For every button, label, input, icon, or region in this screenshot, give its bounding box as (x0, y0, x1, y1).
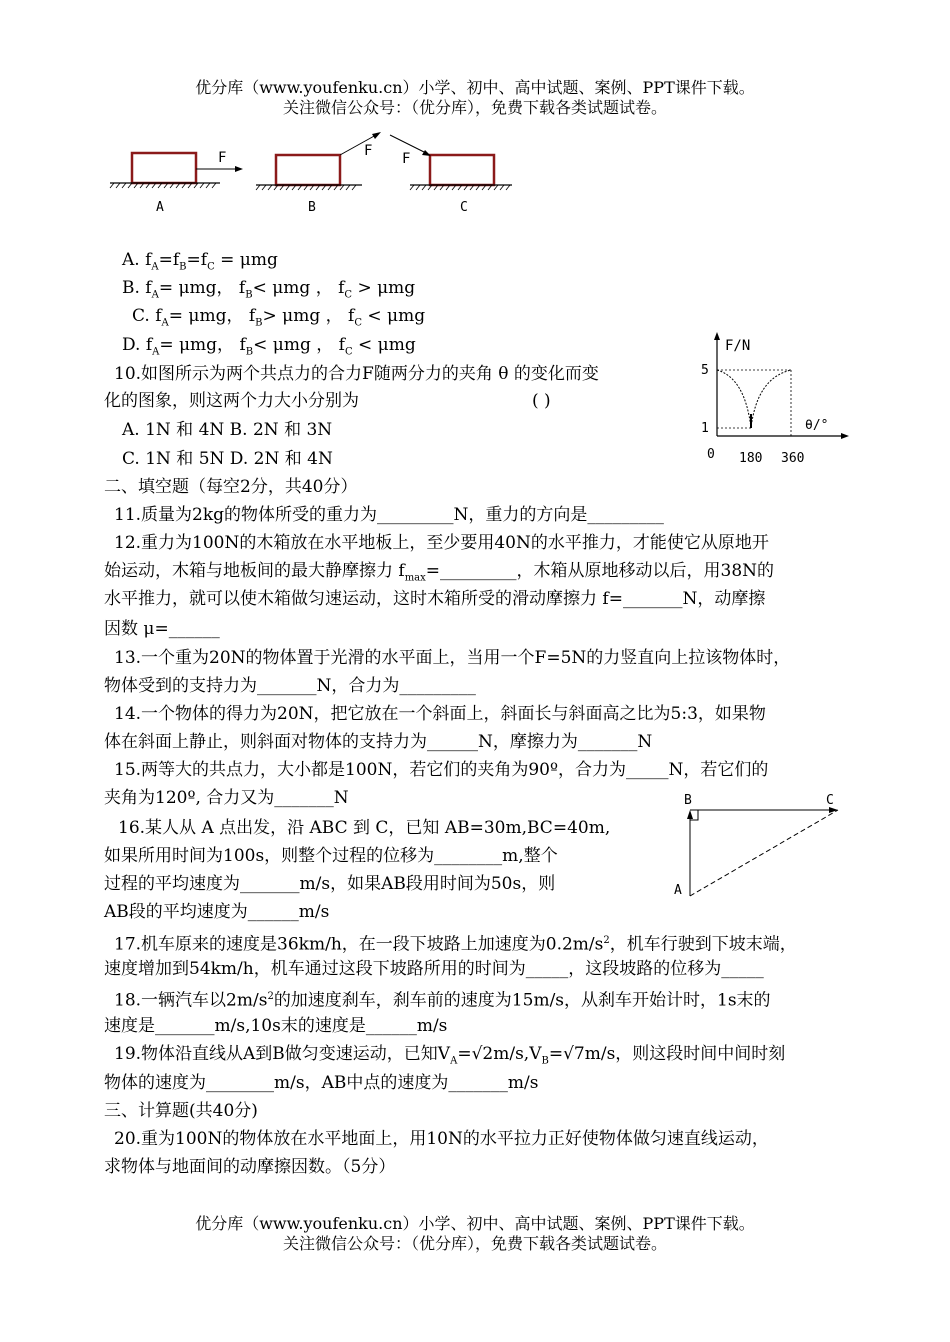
q16-line-4: AB段的平均速度为______m/s (104, 902, 330, 922)
graph-y-label: F/N (725, 338, 751, 354)
q10-options-cd: C. 1N 和 5N D. 2N 和 4N (122, 449, 333, 469)
graph-curve (717, 370, 791, 428)
q16-line-1: 16.某人从 A 点出发，沿 ABC 到 C，已知 AB=30m,BC=40m, (118, 818, 611, 838)
header-line-2: 关注微信公众号：（优分库），免费下载各类试题试卷。 (282, 98, 667, 117)
triangle-label-b: B (684, 793, 692, 808)
section-3-heading: 三、计算题(共40分) (104, 1101, 258, 1121)
triangle-label-c: C (826, 793, 834, 808)
q19-line-1: 19.物体沿直线从A到B做匀变速运动，已知$V_A=√2m/s,V_B=√7m/s$，则这段时间中间时刻 (114, 1044, 786, 1067)
q10-line-1: 10.如图所示为两个共点力的合力F随两分力的夹角 θ 的变化而变 (114, 364, 599, 384)
triangle-label-a: A (674, 883, 682, 898)
graph-tick-y5: 5 (701, 363, 709, 378)
block-b (276, 155, 340, 185)
q12-line-1: 12.重力为100N的木箱放在水平地板上，至少要用40N的水平推力，才能使它从原地开 (114, 533, 769, 553)
q13-line-2: 物体受到的支持力为_______N，合力为_________ (104, 676, 476, 696)
triangle-figure (668, 788, 848, 908)
q9-option-b: B. $f_A= \mu mg$， $f_B< \mu mg$ ， $f_C > \mu mg$ (122, 278, 416, 301)
q9-option-a: A. $f_A=f_B=f_C = \mu mg$ (122, 250, 278, 273)
q10-paren: ( ) (532, 391, 551, 411)
label-b: B (308, 200, 316, 215)
q10-line-2: 化的图象，则这两个力大小分别为 (104, 391, 359, 411)
graph-tick-x360: 360 (781, 451, 805, 466)
q15-line-2: 夹角为120º, 合力又为_______N (104, 788, 349, 808)
q14-line-1: 14.一个物体的得力为20N，把它放在一个斜面上，斜面长与斜面高之比为5:3，如果物 (114, 704, 766, 724)
q15-line-1: 15.两等大的共点力，大小都是100N，若它们的夹角为90º，合力为_____N，若它们的 (114, 760, 769, 780)
q18-line-1: 18.一辆汽车以$2m/s^2$的加速度刹车，刹车前的速度为15m/s，从刹车开始计时，1s末的 (114, 990, 771, 1011)
q20-line-2: 求物体与地面间的动摩擦因数。（5分） (104, 1157, 396, 1177)
q12-line-2: 始运动，木箱与地板间的最大静摩擦力 $f_{max}=\_\_\_\_\_\_\_\_\_$，木箱从原地移动以后，用38N的 (104, 561, 775, 584)
q17-line-1: 17.机车原来的速度是36km/h，在一段下坡路上加速度为$0.2m/s^2$，机车行驶到下坡末端， (114, 934, 797, 955)
q19-line-2: 物体的速度为________m/s，AB中点的速度为_______m/s (104, 1073, 539, 1093)
label-c: C (460, 200, 468, 215)
graph-x-label: θ/° (805, 418, 829, 433)
force-label-c: F (402, 151, 411, 167)
force-angle-graph (695, 328, 855, 470)
graph-tick-y1: 1 (701, 421, 709, 436)
q9-option-d: D. $f_A= \mu mg$， $f_B< \mu mg$ ， $f_C < \mu mg$ (122, 335, 416, 358)
block-c (430, 155, 494, 185)
header-line-1: 优分库（www.youfenku.cn）小学、初中、高中试题、案例、PPT课件下载。 (195, 78, 755, 97)
footer-line-2: 关注微信公众号：（优分库），免费下载各类试题试卷。 (282, 1234, 667, 1253)
q10-options-ab: A. 1N 和 4N B. 2N 和 3N (122, 420, 333, 440)
q14-line-2: 体在斜面上静止，则斜面对物体的支持力为______N，摩擦力为_______N (104, 732, 653, 752)
graph-origin: 0 (707, 447, 715, 462)
section-2-heading: 二、填空题（每空2分，共40分） (104, 477, 358, 497)
q11: 11.质量为2kg的物体所受的重力为_________N，重力的方向是_________ (114, 505, 664, 525)
q13-line-1: 13.一个重为20N的物体置于光滑的水平面上，当用一个F=5N的力竖直向上拉该物体时， (114, 648, 791, 668)
label-a: A (156, 200, 164, 215)
block-a (132, 153, 196, 183)
q18-line-2: 速度是_______m/s,10s末的速度是______m/s (104, 1016, 448, 1036)
q20-line-1: 20.重为100N的物体放在水平地面上，用10N的水平拉力正好使物体做匀速直线运动， (114, 1129, 769, 1149)
q16-line-2: 如果所用时间为100s，则整个过程的位移为________m,整个 (104, 846, 558, 866)
q17-line-2: 速度增加到54km/h，机车通过这段下坡路所用的时间为_____，这段坡路的位移为_____ (104, 959, 764, 979)
blocks-figure (100, 125, 540, 220)
q12-line-4: 因数 μ=______ (104, 619, 220, 639)
graph-tick-x180: 180 (739, 451, 763, 466)
force-label-b: F (364, 143, 373, 159)
force-label-a: F (218, 150, 227, 166)
q12-line-3: 水平推力，就可以使木箱做匀速运动，这时木箱所受的滑动摩擦力 f=_______N，动摩擦 (104, 589, 766, 609)
q9-option-c: C. $f_A= \mu mg$， $f_B> \mu mg$ ， $f_C < \mu mg$ (132, 306, 426, 329)
footer-line-1: 优分库（www.youfenku.cn）小学、初中、高中试题、案例、PPT课件下载。 (195, 1214, 755, 1233)
q16-line-3: 过程的平均速度为_______m/s，如果AB段用时间为50s，则 (104, 874, 556, 894)
segment-ac (690, 810, 838, 896)
